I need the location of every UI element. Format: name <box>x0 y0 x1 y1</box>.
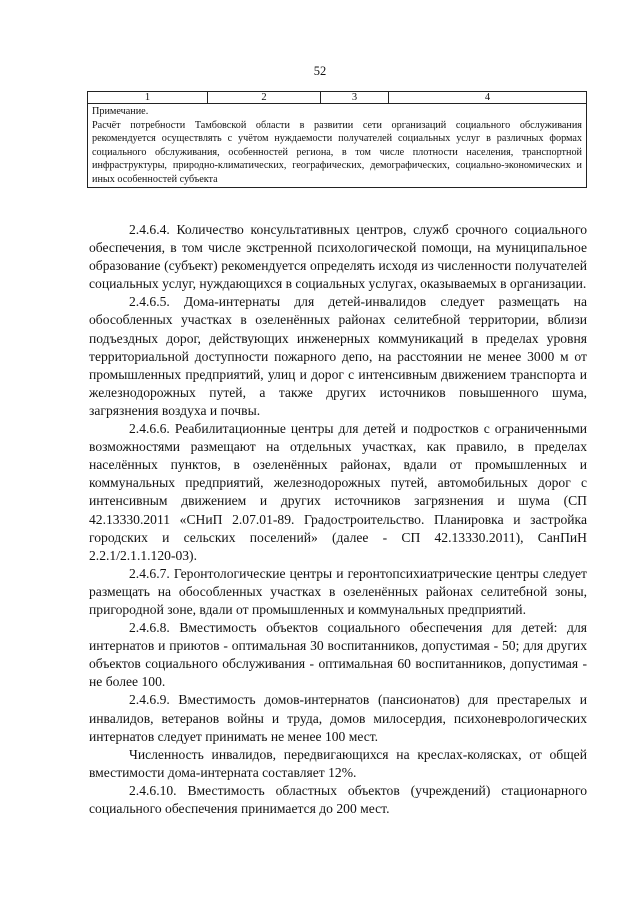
table-header-row <box>88 92 587 104</box>
table-header-cell-4: 4 <box>389 92 587 104</box>
note-title: Примечание. <box>92 106 149 117</box>
paragraph-2-4-6-4: 2.4.6.4. Количество консультативных центров, служб срочного социального обеспечения, в том числе экстренной психологической помощи, на муниципальное образование (субъект) рекомендуется определять исходя из численности получателей социальных услуг, нуждающихся в социальных услугах, оказываемых в организации. <box>89 222 587 292</box>
table-header-cell-2: 2 <box>208 92 321 104</box>
note-table <box>87 91 587 188</box>
paragraph-2-4-6-8: 2.4.6.8. Вместимость объектов социального обеспечения для детей: для интернатов и приютов - оптимальная 30 воспитанников, допустимая - 50; для других объектов социального обслуживания - оптимальная 60 воспитанников, допустимая - не более 100. <box>89 620 587 690</box>
paragraph-2-4-6-6: 2.4.6.6. Реабилитационные центры для детей и подростков с ограниченными возможностями размещают на отдельных участках, как правило, в пределах населённых пунктов, в озеленённых районах, вдали от промышленных и коммунальных предприятий, железнодорожных путей, автомобильных дорог с интенсивным движением и других источников загрязнения и шума (СП 42.13330.2011 «СНиП 2.07.01-89. Градостроительство. Планировка и застройка городских и сельских поселений» (далее - СП 42.13330.2011), СанПиН 2.2.1/2.1.1.120-03). <box>89 421 587 563</box>
table-header-cell-1: 1 <box>88 92 208 104</box>
page-number: 52 <box>313 64 327 78</box>
table-note-cell <box>88 104 587 188</box>
body-text <box>89 221 587 818</box>
note-text: Расчёт потребности Тамбовской области в развитии сети организаций социального обслуживания рекомендуется осуществлять с учётом нуждаемости получателей социальных услуг в различных формах социального обслуживания, особенностей региона, в том числе плотности населения, транспортной инфраструктуры, природно-климатических, географических, демографических, социально-экономических и иных особенностей субъекта <box>92 119 582 185</box>
paragraph-2-4-6-5: 2.4.6.5. Дома-интернаты для детей-инвалидов следует размещать на обособленных участках в озеленённых районах селитебной территории, вблизи подъездных дорог, действующих инженерных коммуникаций в пределах уровня территориальной доступности пожарного депо, на расстоянии не менее 3000 м от промышленных предприятий, улиц и дорог с интенсивным движением транспорта и железнодорожных путей, а также других источников повышенного шума, загрязнения воздуха и почвы. <box>89 294 587 418</box>
table-note-row <box>88 104 587 188</box>
table-header-cell-3: 3 <box>321 92 389 104</box>
paragraph-2-4-6-10: 2.4.6.10. Вместимость областных объектов (учреждений) стационарного социального обеспечения принимается до 200 мест. <box>89 782 587 816</box>
paragraph-2-4-6-9: 2.4.6.9. Вместимость домов-интернатов (пансионатов) для престарелых и инвалидов, ветеранов войны и труда, домов милосердия, психоневрологических интернатов следует принимать не менее 100 мест. <box>89 692 587 744</box>
paragraph-2-4-6-7: 2.4.6.7. Геронтологические центры и геронтопсихиатрические центры следует размещать на обособленных участках в озеленённых районах селитебной зоны, пригородной зоне, вдали от промышленных и коммунальных предприятий. <box>89 565 587 617</box>
paragraph-wheelchair-share: Численность инвалидов, передвигающихся на креслах-колясках, от общей вместимости дома-интерната составляет 12%. <box>89 746 587 780</box>
